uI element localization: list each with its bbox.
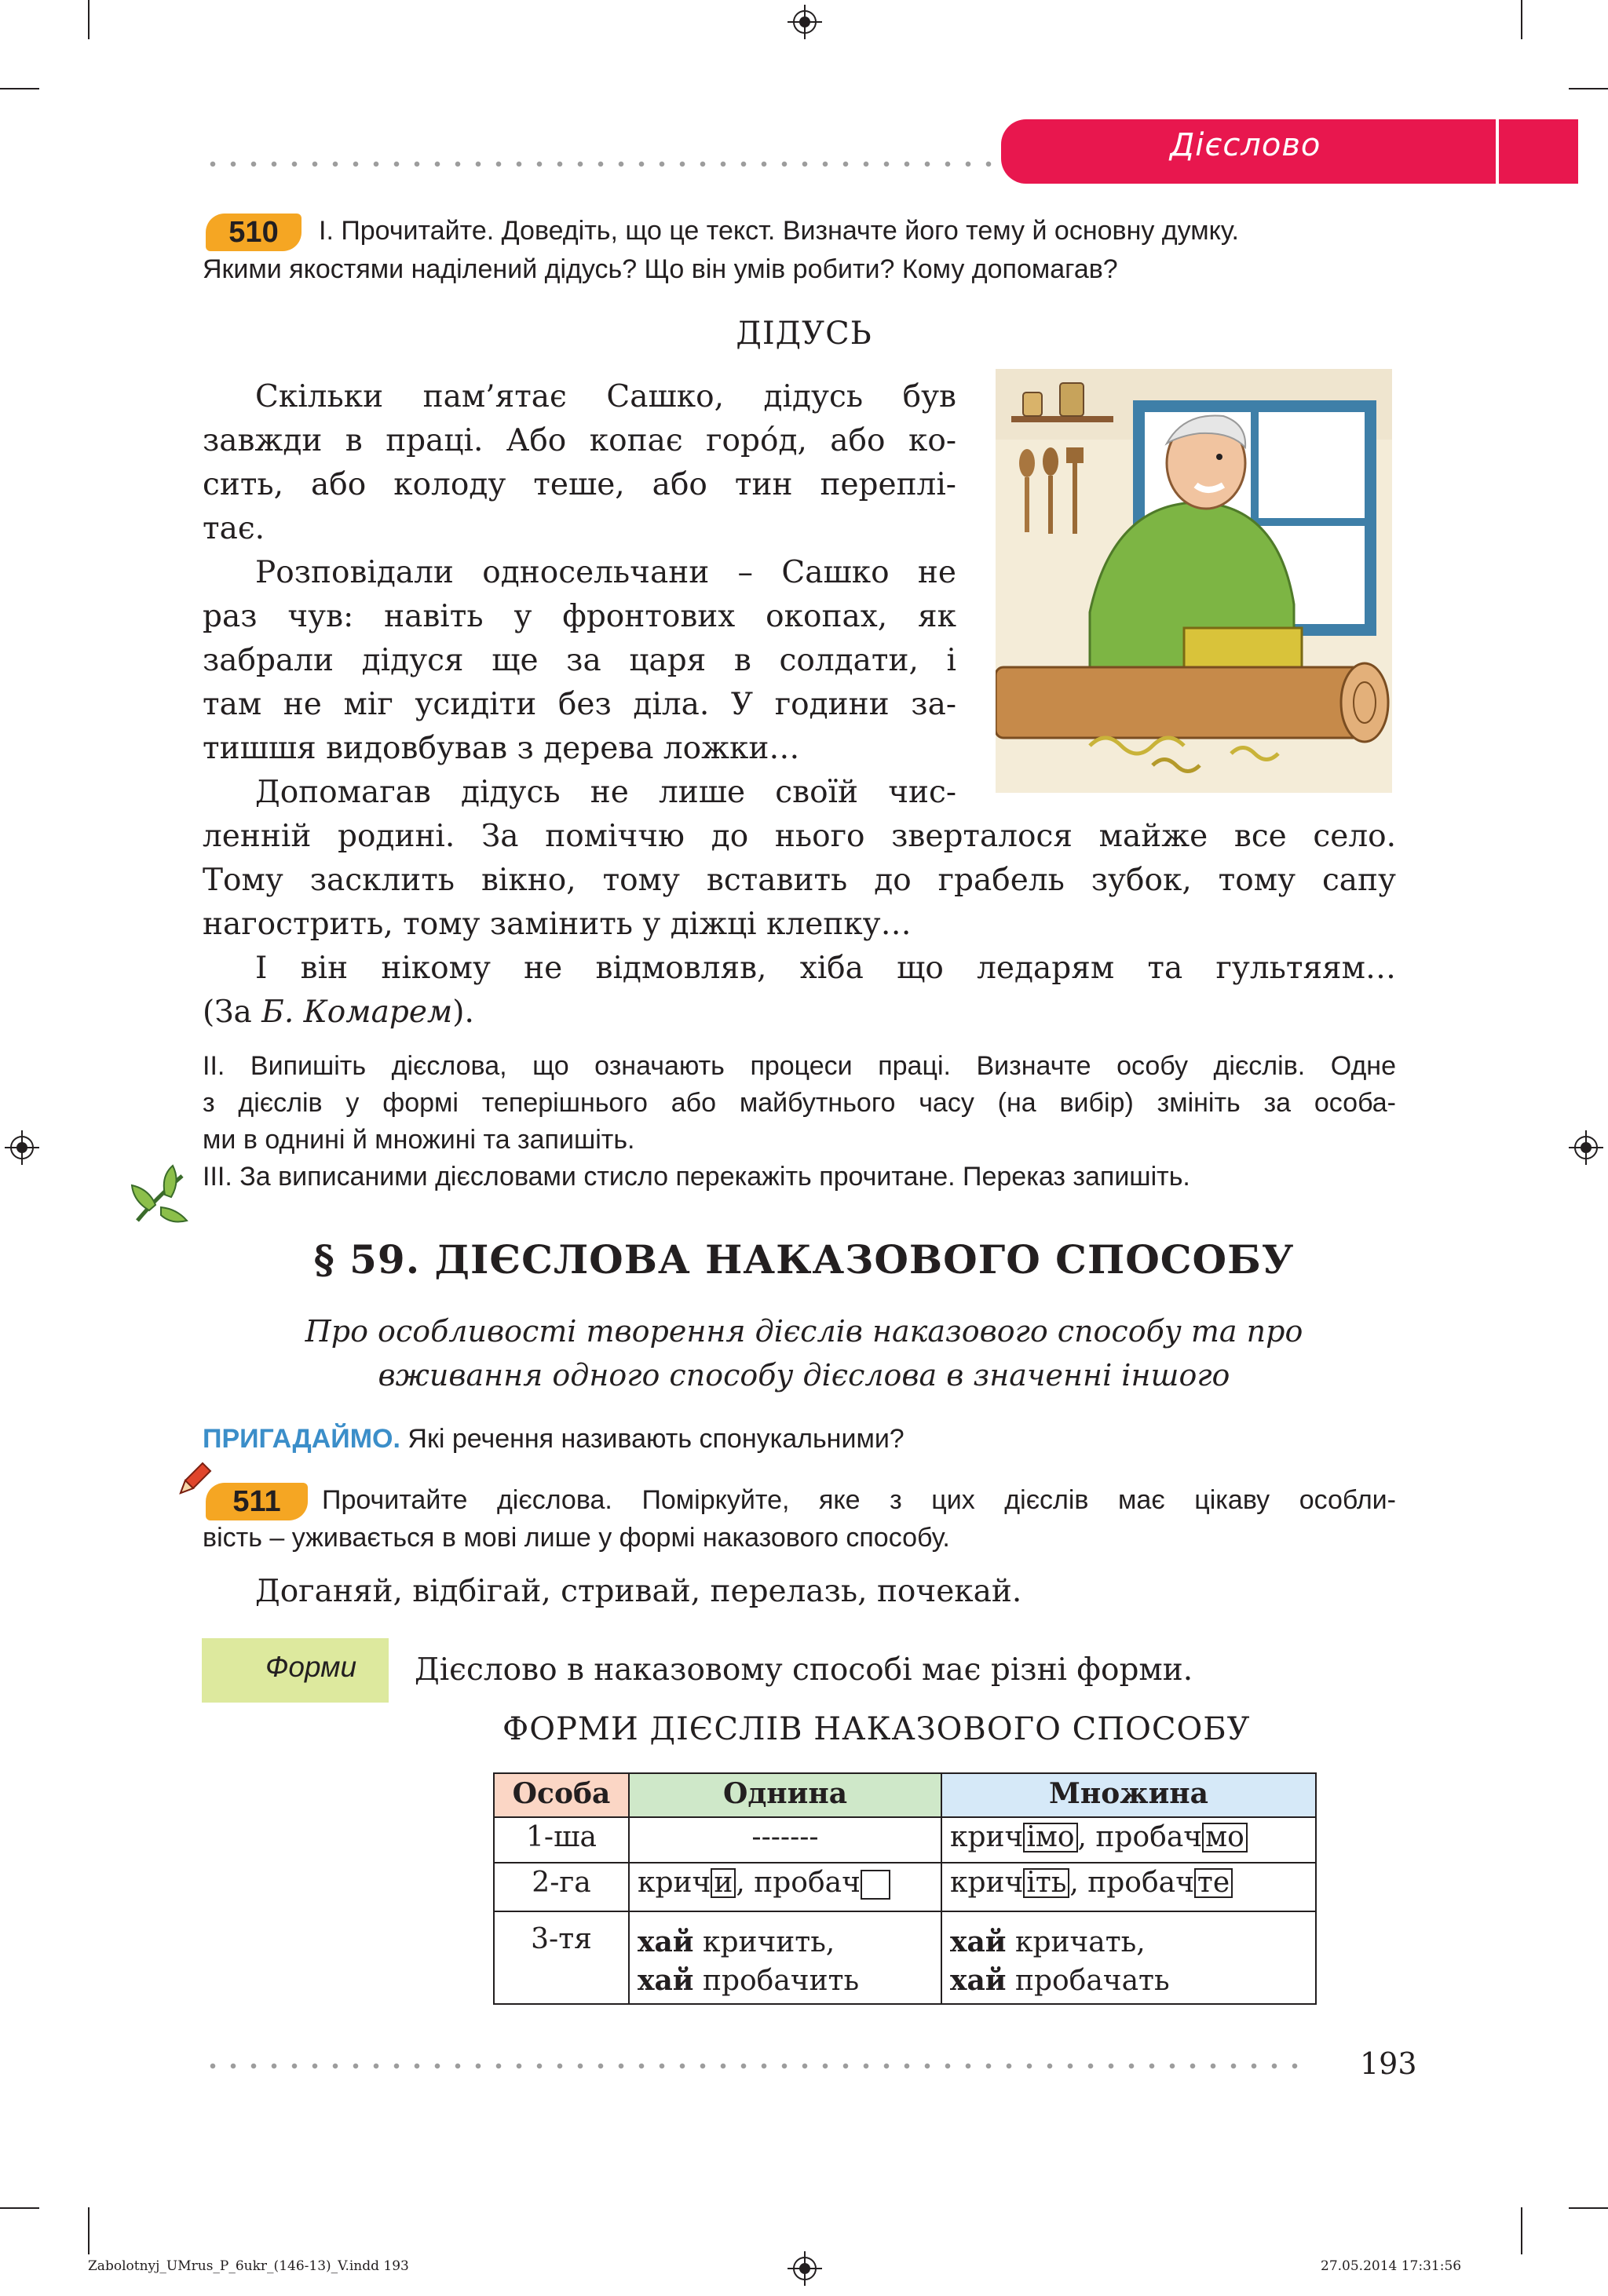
plural-cell	[941, 1911, 1316, 2004]
print-timestamp: 27.05.2014 17:31:56	[1321, 2258, 1462, 2274]
verb-stem: крич	[638, 1867, 711, 1899]
table-row	[494, 1911, 1316, 2004]
header-dotted-rule	[203, 161, 996, 167]
exercise-task: ІІІ. За виписаними дієсловами стисло перекажіть прочитане. Переказ запишіть.	[203, 1162, 1190, 1192]
imperative-forms-table	[493, 1772, 1317, 2005]
verb-stem: , пробач	[1077, 1821, 1203, 1853]
story-line: сить, або колоду теше, або тин переплі-	[203, 467, 956, 502]
header-person: Особа	[494, 1773, 629, 1817]
crop-mark	[1521, 2207, 1522, 2254]
exercise-number-badge: 511	[206, 1483, 308, 1520]
story-title: ДІДУСЬ	[736, 316, 872, 352]
exercise-number-badge: 510	[206, 214, 302, 251]
singular-cell: -------	[629, 1817, 941, 1863]
remember-text: Які речення називають спонукальними?	[400, 1424, 904, 1454]
registration-mark-icon	[5, 1130, 39, 1165]
footer-dotted-rule	[203, 2063, 1311, 2069]
verb: кричать,	[1006, 1926, 1146, 1958]
exercise-task: Якими якостями наділений дідусь? Що він умів робити? Кому допомагав?	[203, 254, 1118, 284]
singular-cell	[629, 1863, 941, 1911]
verb-ending: іть	[1023, 1868, 1069, 1898]
header-singular: Однина	[629, 1773, 941, 1817]
story-line: Скільки пам’ятає Сашко, дідусь був	[255, 379, 956, 414]
verb: кричить,	[693, 1926, 835, 1958]
section-tab-end	[1496, 119, 1577, 184]
registration-mark-icon	[788, 2251, 822, 2286]
paragraph-heading: § 59. ДІЄСЛОВА НАКАЗОВОГО СПОСОБУ	[313, 1236, 1295, 1283]
crop-mark	[88, 2207, 90, 2254]
exercise-task: Прочитайте дієслова. Поміркуйте, яке з цих дієслів має цікаву особли-	[322, 1485, 1396, 1515]
table-title: ФОРМИ ДІЄСЛІВ НАКАЗОВОГО СПОСОБУ	[502, 1711, 1251, 1747]
verb-stem: крич	[950, 1867, 1024, 1899]
registration-mark-icon	[788, 5, 822, 39]
exercise-task: ми в однині й множині та запишіть.	[203, 1125, 635, 1155]
story-line: тишшя видовбував з дерева ложки…	[203, 731, 800, 766]
grandfather-carving-illustration	[996, 369, 1392, 793]
particle: хай	[950, 1926, 1007, 1958]
print-file-info: Zabolotnyj_UMrus_P_6ukr_(146-13)_V.indd 193	[88, 2258, 409, 2274]
crop-mark	[88, 0, 90, 39]
story-line: забрали дідуся ще за царя в солдати, і	[203, 643, 956, 678]
person-cell: 1-ша	[494, 1817, 629, 1863]
exercise-task: ІІ. Випишіть дієслова, що означають процеси праці. Визначте особу дієслів. Одне	[203, 1051, 1396, 1081]
particle: хай	[638, 1964, 694, 1997]
crop-mark	[1569, 2207, 1608, 2209]
verb-ending: імо	[1023, 1823, 1077, 1852]
verb-stem: , пробач	[1069, 1867, 1194, 1899]
story-line: Розповідали односельчани – Сашко не	[255, 555, 956, 590]
forms-note-text: Дієслово в наказовому способі має різні форми.	[415, 1652, 1193, 1688]
story-line: нагострить, тому замінить у діжці клепку…	[203, 907, 912, 942]
paragraph-subtitle: Про особливості творення дієслів наказового способу та про	[305, 1314, 1303, 1349]
table-row	[494, 1817, 1316, 1863]
exercise-task: з дієслів у формі теперішнього або майбутнього часу (на вибір) змініть за особа-	[203, 1088, 1396, 1118]
zero-ending-box	[861, 1870, 890, 1900]
verb-ending: те	[1194, 1868, 1233, 1898]
source-suffix: ).	[452, 995, 474, 1030]
plural-cell	[941, 1863, 1316, 1911]
story-line: І він нікому не відмовляв, хіба що ледарям та гультяям…	[255, 951, 1396, 986]
writing-task-icon	[126, 1162, 196, 1232]
table-row	[494, 1863, 1316, 1911]
registration-mark-icon	[1569, 1130, 1603, 1165]
story-line: там не міг усидіти без діла. У години за-	[203, 687, 956, 722]
page-number: 193	[1360, 2046, 1417, 2081]
verb-ending: и	[711, 1868, 736, 1898]
person-cell: 3-тя	[494, 1911, 629, 2004]
remember-prompt	[203, 1419, 904, 1458]
story-source	[203, 991, 474, 1035]
story-line: Тому засклить вікно, тому вставить до грабель зубок, тому сапу	[203, 863, 1396, 898]
section-label: Дієслово	[1170, 127, 1321, 163]
crop-mark	[1569, 88, 1608, 89]
plural-cell	[941, 1817, 1316, 1863]
verb-stem: , пробач	[736, 1867, 861, 1899]
verb: пробачить	[693, 1965, 860, 1997]
verbs-list: Доганяй, відбігай, стривай, перелазь, почекай.	[255, 1574, 1022, 1609]
header-plural: Множина	[941, 1773, 1316, 1817]
story-line: раз чув: навіть у фронтових окопах, як	[203, 599, 956, 634]
table-header-row	[494, 1773, 1316, 1817]
singular-cell	[629, 1911, 941, 2004]
particle: хай	[638, 1926, 694, 1958]
crop-mark	[0, 2207, 39, 2209]
paragraph-subtitle: вживання одного способу дієслова в значенні іншого	[378, 1358, 1230, 1393]
story-line: Допомагав дідусь не лише своїй чис-	[255, 775, 956, 810]
story-line: завжди в праці. Або копає горо́д, або ко-	[203, 423, 956, 458]
crop-mark	[1521, 0, 1522, 39]
verb-stem: крич	[950, 1821, 1024, 1853]
source-prefix: (За	[203, 995, 262, 1030]
story-line: тає.	[203, 511, 265, 546]
exercise-task: вість – уживається в мові лише у формі наказового способу.	[203, 1523, 950, 1553]
remember-label: ПРИГАДАЙМО.	[203, 1424, 400, 1454]
source-author: Б. Комарем	[261, 995, 453, 1030]
forms-note-label: Форми	[265, 1651, 357, 1683]
verb-ending: мо	[1202, 1823, 1248, 1852]
crop-mark	[0, 88, 39, 89]
particle: хай	[950, 1964, 1007, 1997]
story-line: ленній родині. За поміччю до нього зверталося майже все село.	[203, 819, 1396, 854]
person-cell: 2-га	[494, 1863, 629, 1911]
verb: пробачать	[1006, 1965, 1170, 1997]
exercise-task: І. Прочитайте. Доведіть, що це текст. Визначте його тему й основну думку.	[319, 216, 1239, 246]
